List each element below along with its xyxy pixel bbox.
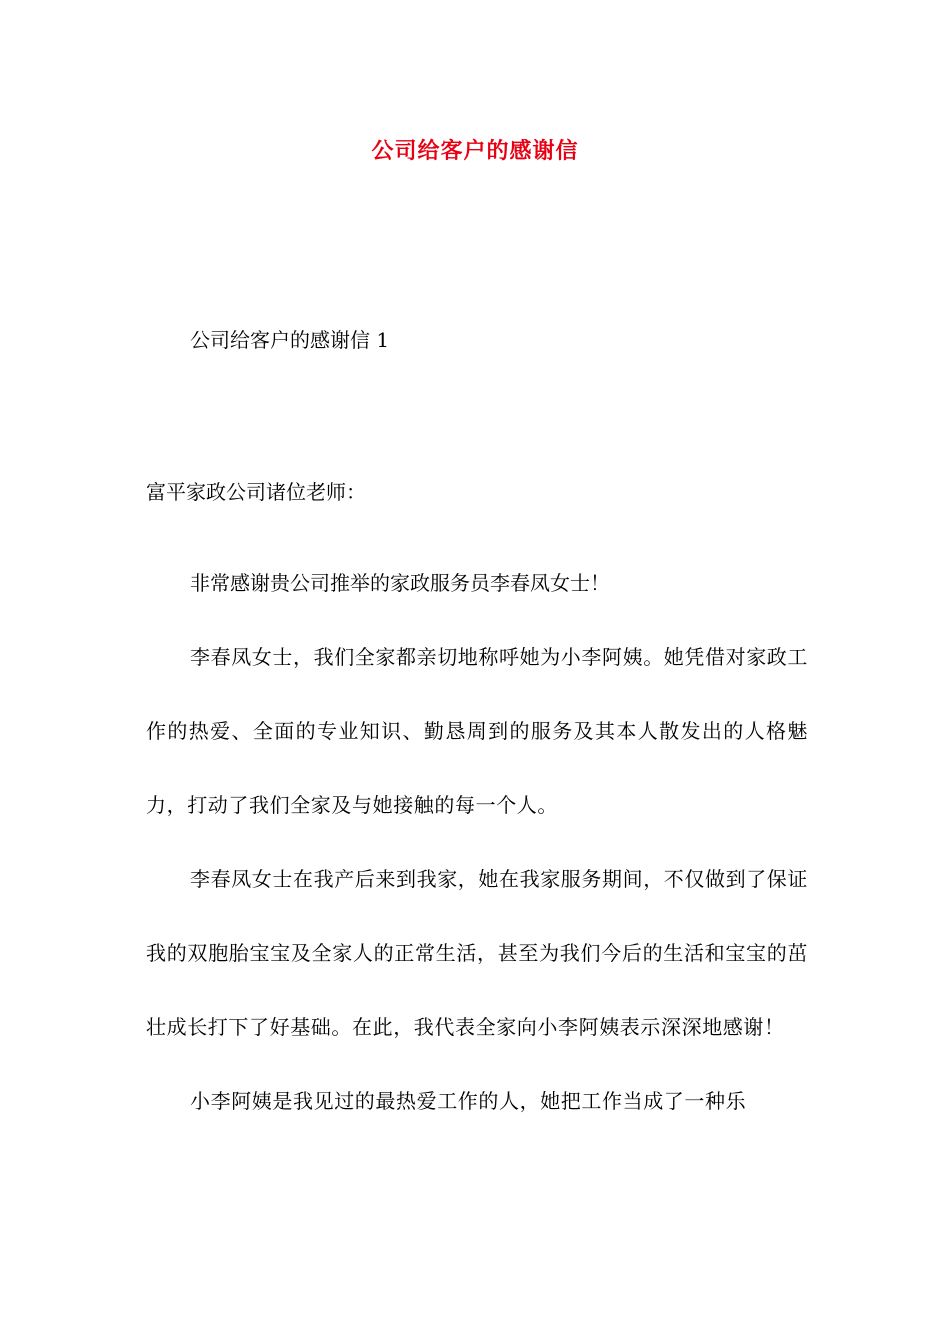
paragraph-2: 李春凤女士，我们全家都亲切地称呼她为小李阿姨。她凭借对家政工作的热爱、全面的专业知识、勤恳周到的服务及其本人散发出的人格魅力，打动了我们全家及与她接触的每一个人。 — [146, 645, 808, 817]
paragraph-3: 李春凤女士在我产后来到我家，她在我家服务期间，不仅做到了保证我的双胞胎宝宝及全家人的正常生活，甚至为我们今后的生活和宝宝的茁壮成长打下了好基础。在此，我代表全家向小李阿姨表示深深地感谢！ — [146, 867, 808, 1039]
document-title: 公司给客户的感谢信 — [371, 138, 579, 164]
paragraph-1: 非常感谢贵公司推举的家政服务员李春凤女士！ — [190, 571, 610, 595]
letter-body — [146, 546, 808, 1138]
salutation: 富平家政公司诸位老师： — [146, 480, 366, 504]
letter-heading: 公司给客户的感谢信 1 — [190, 328, 390, 352]
paragraph-4: 小李阿姨是我见过的最热爱工作的人，她把工作当成了一种乐 — [190, 1089, 747, 1113]
